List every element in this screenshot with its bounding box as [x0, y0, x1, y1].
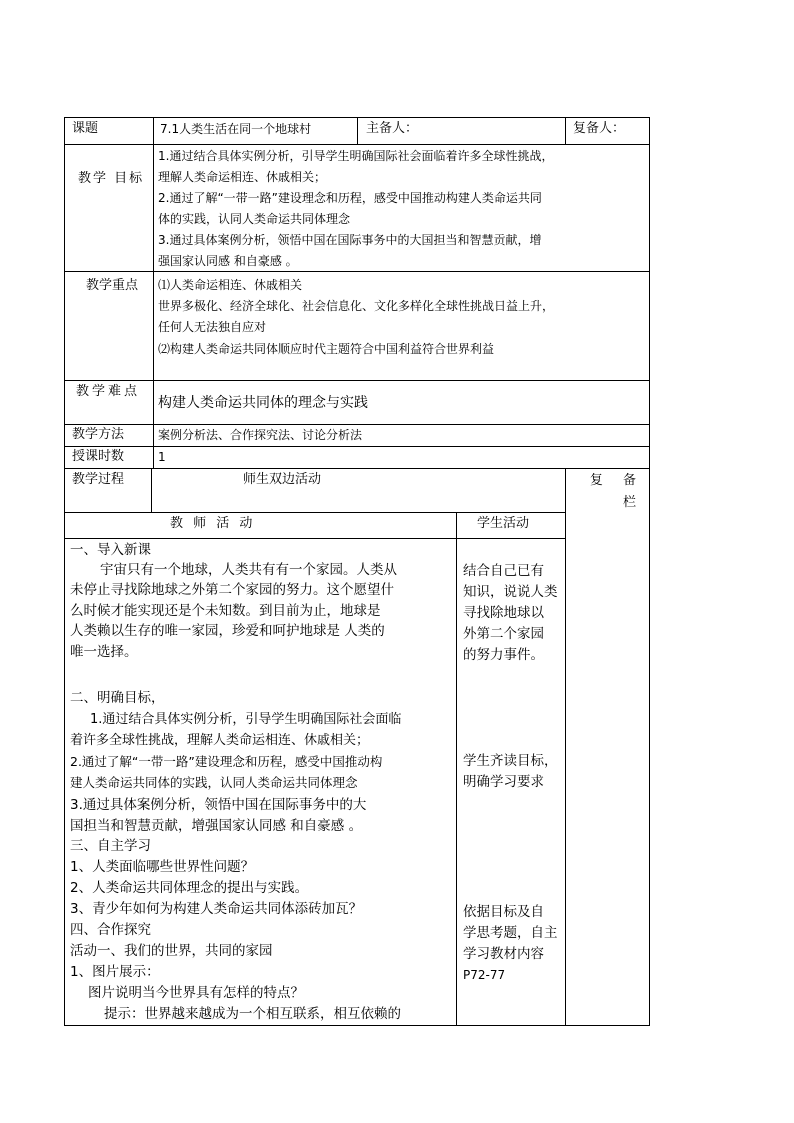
method-value: 案例分析法、合作探究法、讨论分析法: [158, 428, 363, 442]
student-activity-header: 学生活动: [477, 516, 530, 531]
teacher-line: 1、图片展示：: [70, 964, 160, 980]
key-points-line: ⑵构建人类命运共同体顺应时代主题符合中国利益符合世界利益: [158, 342, 495, 356]
review-column-header: 复 备 栏: [589, 473, 644, 510]
table-border: [64, 1025, 650, 1026]
objectives-line: 1.通过结合具体实例分析，引导学生明确国际社会面临着许多全球性挑战，: [158, 149, 554, 163]
teacher-line: 一、导入新课: [70, 542, 151, 558]
teacher-line: 提示：世界越来越成为一个相互联系，相互依赖的: [104, 1006, 401, 1022]
reviewer-label: 复备人：: [573, 121, 626, 136]
preparer-label: 主备人：: [366, 121, 419, 136]
objectives-line: 强国家认同感 和自豪感 。: [158, 254, 298, 268]
hours-value: 1: [158, 450, 166, 464]
teacher-line: 二、明确目标，: [70, 690, 165, 706]
method-label: 教学方法: [72, 427, 125, 442]
student-line: 知识，说说人类: [463, 584, 558, 600]
teacher-line: 着许多全球性挑战，理解人类命运相连、休戚相关；: [70, 733, 370, 748]
student-line: 学思考题，自主: [463, 925, 558, 941]
student-line: 的努力事件。: [463, 647, 544, 663]
student-line: 学习教材内容: [463, 946, 544, 962]
process-label: 教学过程: [72, 472, 125, 487]
teacher-line: 未停止寻找除地球之外第二个家园的努力。这个愿望什: [70, 582, 394, 598]
topic-label: 课题: [72, 121, 99, 136]
table-border: [64, 446, 650, 447]
teacher-line: 宇宙只有一个地球，人类共有有一个家园。人类从: [100, 562, 397, 578]
table-border: [64, 380, 650, 381]
teacher-line: 四、合作探究: [70, 922, 151, 938]
teacher-line: 2、人类命运共同体理念的提出与实践。: [70, 880, 309, 896]
student-line: 结合自己已有: [463, 563, 544, 579]
table-border: [357, 117, 358, 145]
key-points-label: 教学重点: [86, 278, 139, 293]
table-border: [64, 271, 650, 272]
table-border: [153, 117, 154, 469]
key-points-line: 世界多极化、经济全球化、社会信息化、文化多样化全球性挑战日益上升，: [158, 299, 555, 313]
objectives-line: 理解人类命运相连、休戚相关；: [158, 170, 327, 184]
teacher-line: 国担当和智慧贡献，增强国家认同感 和自豪感 。: [70, 818, 363, 834]
objectives-line: 2.通过了解“一带一路”建设理念和历程，感受中国推动构建人类命运共同: [158, 191, 542, 205]
objectives-line: 体的实践，认同人类命运共同体理念: [158, 212, 351, 226]
teacher-line: 人类赖以生存的唯一家园，珍爱和呵护地球是 人类的: [70, 623, 385, 639]
student-line: 明确学习要求: [463, 774, 544, 790]
teacher-line: 唯一选择。: [70, 644, 138, 660]
difficulty-label: 教学难点: [76, 384, 141, 399]
activity-header: 师生双边活动: [243, 472, 322, 487]
table-border: [151, 468, 152, 513]
student-line: 依据目标及自: [463, 904, 544, 920]
teacher-line: 1.通过结合具体实例分析，引导学生明确国际社会面临: [90, 712, 402, 727]
objectives-line: 3.通过具体案例分析，领悟中国在国际事务中的大国担当和智慧贡献，增: [158, 233, 542, 247]
teacher-line: 建人类命运共同体的实践，认同人类命运共同体理念: [70, 775, 358, 790]
teacher-line: 活动一、我们的世界，共同的家园: [70, 943, 273, 959]
key-points-line: ⑴人类命运相连、休戚相关: [158, 278, 303, 292]
teacher-line: 么时候才能实现还是个未知数。到目前为止，地球是: [70, 603, 381, 619]
table-border: [64, 538, 566, 539]
table-border: [649, 117, 650, 1026]
topic-value: 7.1人类生活在同一个地球村: [160, 122, 312, 136]
teacher-line: 图片说明当今世界具有怎样的特点？: [88, 985, 304, 1001]
teacher-line: 三、自主学习: [70, 838, 151, 854]
student-line: 学生齐读目标，: [463, 753, 558, 769]
teacher-line: 3.通过具体案例分析，领悟中国在国际事务中的大: [70, 797, 367, 813]
objectives-label: 教学 目标: [78, 171, 145, 186]
teacher-line: 2.通过了解“一带一路”建设理念和历程，感受中国推动构: [70, 754, 383, 769]
student-line: 外第二个家园: [463, 626, 544, 642]
student-line: P72-77: [463, 968, 506, 982]
table-border: [456, 512, 457, 1026]
teacher-line: 3、青少年如何为构建人类命运共同体添砖加瓦？: [70, 901, 363, 917]
student-line: 寻找除地球以: [463, 605, 544, 621]
table-border: [565, 468, 566, 1026]
table-border: [64, 117, 65, 1026]
table-border: [64, 512, 566, 513]
key-points-line: 任何人无法独自应对: [158, 320, 267, 334]
table-border: [565, 117, 566, 145]
difficulty-value: 构建人类命运共同体的理念与实践: [158, 395, 368, 411]
hours-label: 授课时数: [72, 449, 125, 464]
teacher-line: 1、人类面临哪些世界性问题？: [70, 859, 255, 875]
teacher-activity-header: 教 师 活 动: [170, 516, 256, 531]
